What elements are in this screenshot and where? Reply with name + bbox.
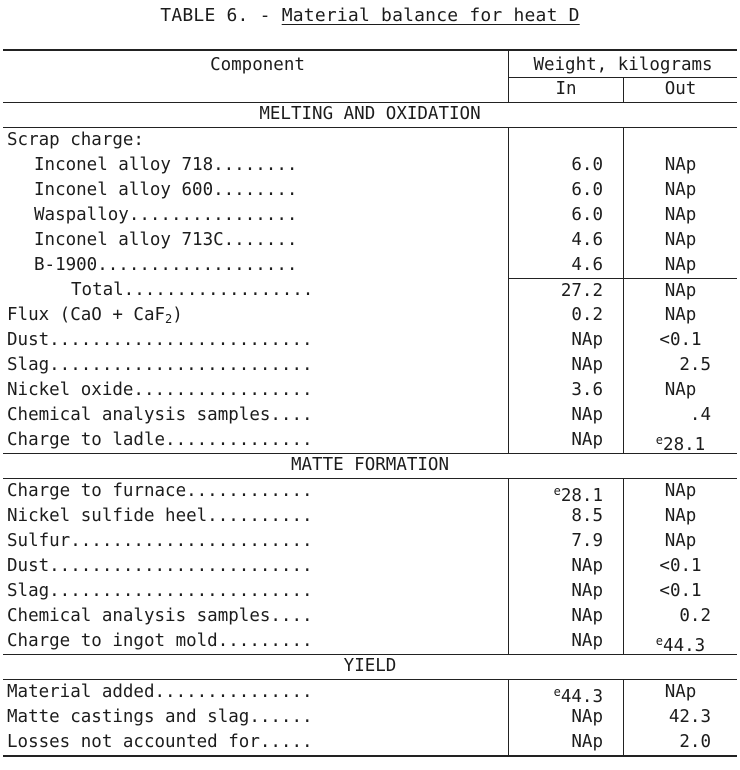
out-value-cell: NAp	[623, 228, 737, 253]
in-value-cell: 8.5	[508, 504, 623, 529]
estimate-mark: e	[655, 634, 664, 648]
component-cell: Inconel alloy 600........	[34, 180, 298, 200]
in-value-cell: 6.0	[508, 203, 623, 228]
component-cell: Inconel alloy 718........	[34, 155, 298, 175]
section-header-row	[3, 102, 737, 128]
component-cell: Nickel sulfide heel..........	[7, 506, 313, 526]
out-value-cell: NAp	[623, 253, 737, 278]
in-value-cell: 4.6	[508, 228, 623, 253]
table-row	[3, 303, 737, 328]
in-value-cell: 27.2	[508, 278, 623, 303]
out-header: Out	[623, 78, 737, 102]
section-header-row	[3, 453, 737, 479]
table-row	[3, 378, 737, 403]
table-row	[3, 278, 737, 303]
out-value-cell: .4	[623, 403, 737, 428]
component-cell: Chemical analysis samples....	[7, 405, 313, 425]
in-value-cell: 4.6	[508, 253, 623, 278]
in-value-cell: NAp	[508, 705, 623, 730]
out-value-cell: NAp	[623, 278, 737, 303]
out-value-cell: <0.1	[623, 579, 737, 604]
in-value-cell: NAp	[508, 604, 623, 629]
component-cell: Dust.........................	[7, 330, 313, 350]
in-value-cell: NAp	[508, 554, 623, 579]
component-cell: Chemical analysis samples....	[7, 606, 313, 626]
out-value-cell: NAp	[623, 479, 737, 504]
subscript: 2	[165, 312, 173, 326]
table-row	[3, 554, 737, 579]
out-value-cell: NAp	[623, 178, 737, 203]
component-cell: Losses not accounted for.....	[7, 732, 313, 752]
in-value-cell: 7.9	[508, 529, 623, 554]
section-header-row	[3, 654, 737, 680]
component-cell: Waspalloy................	[34, 205, 298, 225]
out-value-cell: NAp	[623, 378, 737, 403]
section-title: MATTE FORMATION	[290, 455, 450, 475]
in-value-cell: 6.0	[508, 178, 623, 203]
weight-header: Weight, kilograms	[508, 51, 737, 77]
component-cell: B-1900...................	[34, 255, 298, 275]
table-row	[3, 403, 737, 428]
table-row	[3, 328, 737, 353]
table-row	[3, 253, 737, 278]
component-cell: Scrap charge:	[7, 130, 144, 150]
in-value-cell: NAp	[508, 403, 623, 428]
header-row-2	[508, 77, 737, 102]
component-cell: Charge to ingot mold.........	[7, 631, 313, 651]
out-value-cell: NAp	[623, 303, 737, 328]
in-value-cell: NAp	[508, 629, 623, 654]
out-value-cell: <0.1	[623, 328, 737, 353]
out-value-cell: 0.2	[623, 604, 737, 629]
table-row	[3, 604, 737, 629]
table-row	[3, 504, 737, 529]
in-value-cell: NAp	[508, 730, 623, 755]
estimate-mark: e	[655, 433, 664, 447]
component-cell: Material added...............	[7, 682, 313, 702]
table-title: Material balance for heat D	[281, 5, 580, 26]
component-cell: Charge to furnace............	[7, 481, 313, 501]
table-row	[3, 579, 737, 604]
table-row	[3, 178, 737, 203]
table-number: TABLE 6. -	[160, 5, 282, 26]
out-value-cell	[623, 128, 737, 153]
component-cell: Nickel oxide.................	[7, 380, 313, 400]
table-row	[3, 529, 737, 554]
table-caption	[0, 5, 740, 26]
table-row	[3, 228, 737, 253]
table-body	[3, 102, 737, 755]
in-value-cell: 3.6	[508, 378, 623, 403]
in-header: In	[508, 78, 623, 102]
component-header: Component	[210, 55, 305, 75]
table-row	[3, 128, 737, 153]
out-value-cell: NAp	[623, 504, 737, 529]
header-row-1	[3, 51, 737, 77]
in-value-cell: 0.2	[508, 303, 623, 328]
table-row	[3, 730, 737, 755]
out-value-cell: <0.1	[623, 554, 737, 579]
table-row	[3, 203, 737, 228]
material-balance-table	[3, 49, 737, 757]
in-value-cell: NAp	[508, 579, 623, 604]
estimate-mark: e	[553, 685, 561, 699]
out-value-cell: NAp	[623, 203, 737, 228]
component-cell: Slag.........................	[7, 581, 313, 601]
out-value-cell: 2.0	[623, 730, 737, 755]
component-cell: Matte castings and slag......	[7, 707, 313, 727]
out-value-cell: $^e$28.1	[623, 428, 737, 453]
component-cell: Total..................	[71, 280, 314, 300]
section-title: YIELD	[343, 656, 397, 676]
out-value-cell: 42.3	[623, 705, 737, 730]
in-value-cell: NAp	[508, 328, 623, 353]
table-row	[3, 428, 737, 453]
out-value-cell: NAp	[623, 153, 737, 178]
in-value-cell: $^e$28.1	[508, 479, 623, 504]
in-value-cell: NAp	[508, 428, 623, 453]
component-cell: Inconel alloy 713C.......	[34, 230, 298, 250]
section-title: MELTING AND OXIDATION	[259, 104, 481, 124]
table-row	[3, 353, 737, 378]
component-cell: Charge to ladle..............	[7, 430, 313, 450]
in-value-cell: 6.0	[508, 153, 623, 178]
table-row	[3, 680, 737, 705]
in-value-cell: $^e$44.3	[508, 680, 623, 705]
component-cell: Flux (CaO + CaF$_2$)	[7, 305, 183, 326]
table-row	[3, 479, 737, 504]
out-value-cell: NAp	[623, 529, 737, 554]
component-cell: Slag.........................	[7, 355, 313, 375]
out-value-cell: NAp	[623, 680, 737, 705]
out-value-cell: 2.5	[623, 353, 737, 378]
table-row	[3, 705, 737, 730]
in-value-cell: NAp	[508, 353, 623, 378]
table-row	[3, 153, 737, 178]
in-value-cell	[508, 128, 623, 153]
component-cell: Sulfur.......................	[7, 531, 313, 551]
table-row	[3, 629, 737, 654]
estimate-mark: e	[553, 484, 561, 498]
component-cell: Dust.........................	[7, 556, 313, 576]
out-value-cell: $^e$44.3	[623, 629, 737, 654]
